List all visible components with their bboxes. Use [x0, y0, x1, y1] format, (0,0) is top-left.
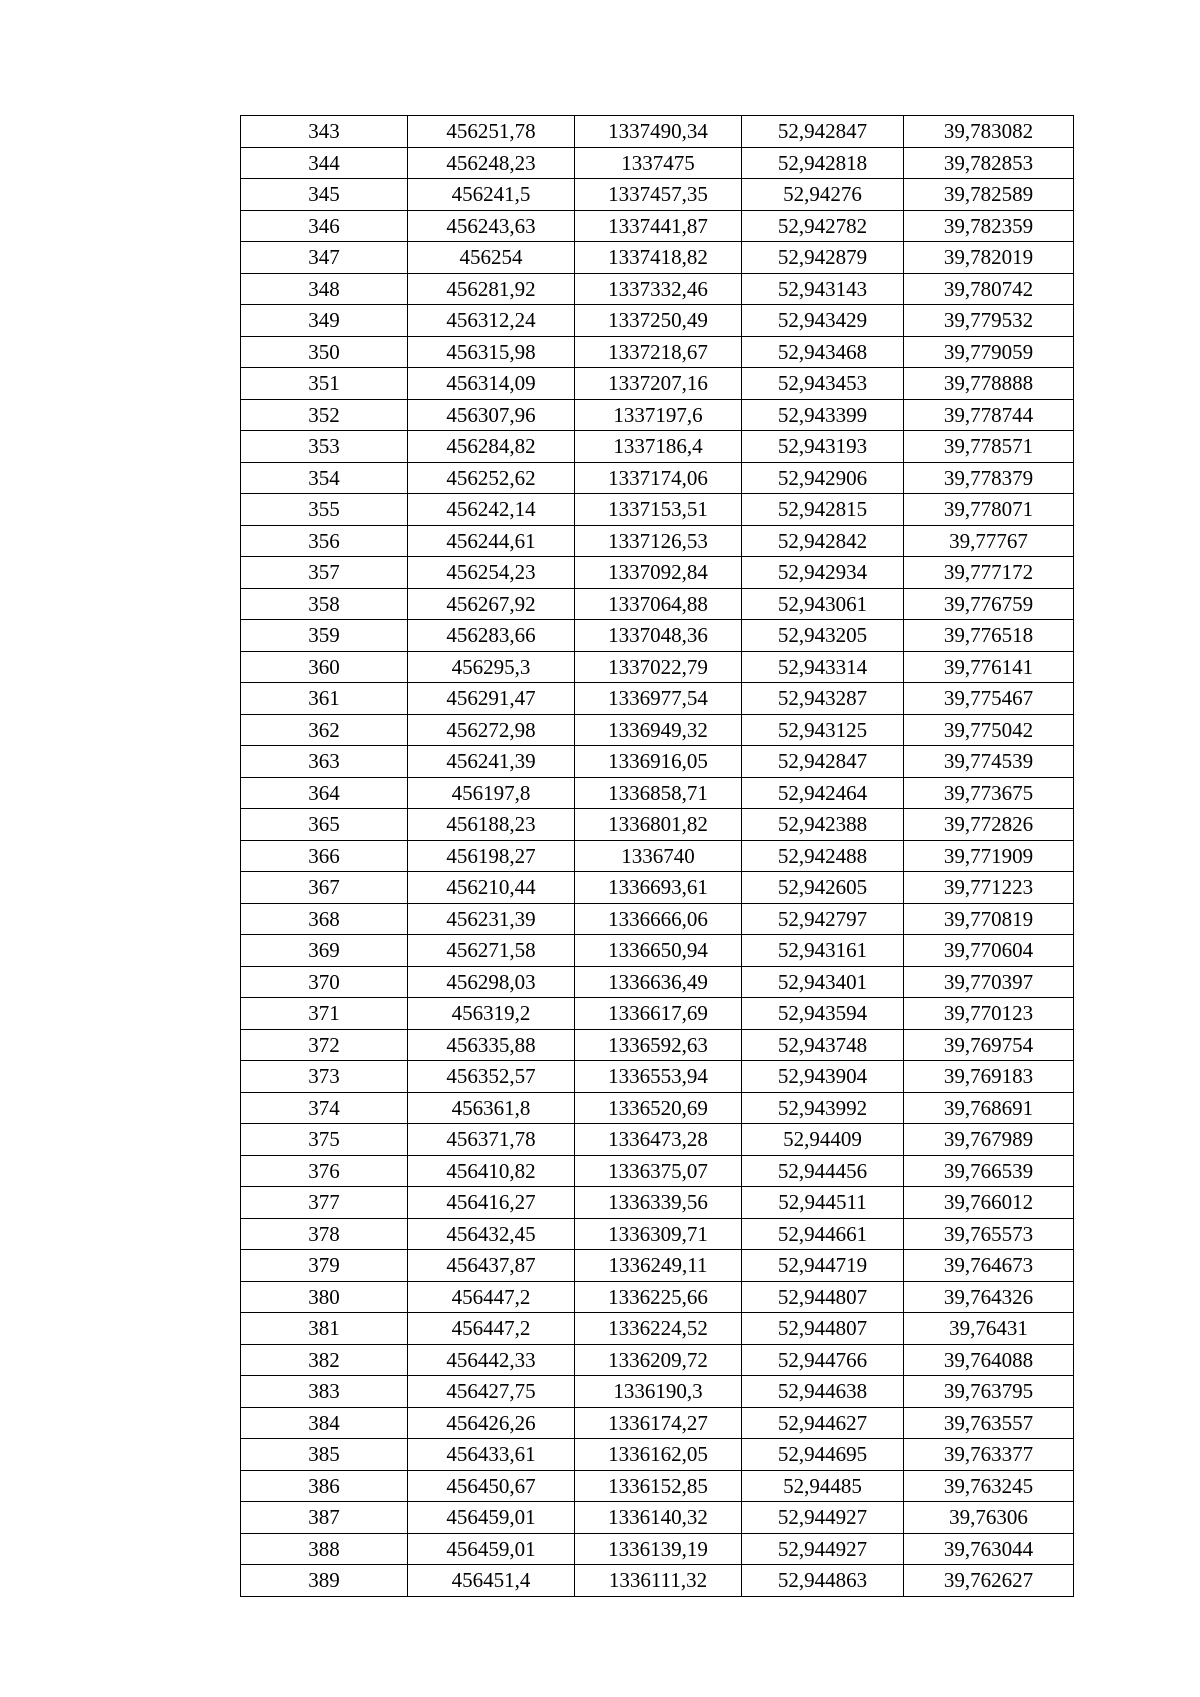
- y-coordinate-cell: 1336190,3: [575, 1376, 742, 1408]
- longitude-cell: 39,770819: [904, 903, 1074, 935]
- latitude-cell: 52,943287: [742, 683, 904, 715]
- longitude-cell: 39,764088: [904, 1344, 1074, 1376]
- x-coordinate-cell: 456314,09: [408, 368, 575, 400]
- latitude-cell: 52,942847: [742, 746, 904, 778]
- x-coordinate-cell: 456283,66: [408, 620, 575, 652]
- y-coordinate-cell: 1337457,35: [575, 179, 742, 211]
- longitude-cell: 39,776141: [904, 651, 1074, 683]
- y-coordinate-cell: 1336666,06: [575, 903, 742, 935]
- latitude-cell: 52,94409: [742, 1124, 904, 1156]
- y-coordinate-cell: 1336617,69: [575, 998, 742, 1030]
- longitude-cell: 39,774539: [904, 746, 1074, 778]
- y-coordinate-cell: 1336140,32: [575, 1502, 742, 1534]
- x-coordinate-cell: 456241,39: [408, 746, 575, 778]
- latitude-cell: 52,944627: [742, 1407, 904, 1439]
- table-row: [241, 620, 1074, 652]
- x-coordinate-cell: 456427,75: [408, 1376, 575, 1408]
- latitude-cell: 52,942842: [742, 525, 904, 557]
- longitude-cell: 39,764673: [904, 1250, 1074, 1282]
- point-number-cell: 356: [241, 525, 408, 557]
- longitude-cell: 39,771223: [904, 872, 1074, 904]
- latitude-cell: 52,944927: [742, 1533, 904, 1565]
- x-coordinate-cell: 456315,98: [408, 336, 575, 368]
- latitude-cell: 52,942847: [742, 116, 904, 148]
- x-coordinate-cell: 456459,01: [408, 1533, 575, 1565]
- table-row: [241, 903, 1074, 935]
- point-number-cell: 347: [241, 242, 408, 274]
- latitude-cell: 52,942934: [742, 557, 904, 589]
- table-row: [241, 998, 1074, 1030]
- x-coordinate-cell: 456410,82: [408, 1155, 575, 1187]
- y-coordinate-cell: 1337418,82: [575, 242, 742, 274]
- longitude-cell: 39,777172: [904, 557, 1074, 589]
- x-coordinate-cell: 456371,78: [408, 1124, 575, 1156]
- y-coordinate-cell: 1336650,94: [575, 935, 742, 967]
- point-number-cell: 364: [241, 777, 408, 809]
- table-row: [241, 1155, 1074, 1187]
- y-coordinate-cell: 1336949,32: [575, 714, 742, 746]
- x-coordinate-cell: 456231,39: [408, 903, 575, 935]
- longitude-cell: 39,763245: [904, 1470, 1074, 1502]
- y-coordinate-cell: 1337186,4: [575, 431, 742, 463]
- latitude-cell: 52,943161: [742, 935, 904, 967]
- point-number-cell: 346: [241, 210, 408, 242]
- point-number-cell: 360: [241, 651, 408, 683]
- table-row: [241, 777, 1074, 809]
- y-coordinate-cell: 1337207,16: [575, 368, 742, 400]
- table-row: [241, 399, 1074, 431]
- table-row: [241, 1439, 1074, 1471]
- y-coordinate-cell: 1337174,06: [575, 462, 742, 494]
- table-row: [241, 305, 1074, 337]
- table-row: [241, 1407, 1074, 1439]
- point-number-cell: 368: [241, 903, 408, 935]
- table-row: [241, 1218, 1074, 1250]
- longitude-cell: 39,763795: [904, 1376, 1074, 1408]
- table-row: [241, 935, 1074, 967]
- longitude-cell: 39,763377: [904, 1439, 1074, 1471]
- longitude-cell: 39,778744: [904, 399, 1074, 431]
- y-coordinate-cell: 1337441,87: [575, 210, 742, 242]
- x-coordinate-cell: 456248,23: [408, 147, 575, 179]
- latitude-cell: 52,944511: [742, 1187, 904, 1219]
- longitude-cell: 39,782359: [904, 210, 1074, 242]
- point-number-cell: 389: [241, 1565, 408, 1597]
- table-row: [241, 1565, 1074, 1597]
- table-row: [241, 651, 1074, 683]
- point-number-cell: 345: [241, 179, 408, 211]
- latitude-cell: 52,943453: [742, 368, 904, 400]
- longitude-cell: 39,782853: [904, 147, 1074, 179]
- longitude-cell: 39,782019: [904, 242, 1074, 274]
- point-number-cell: 375: [241, 1124, 408, 1156]
- point-number-cell: 376: [241, 1155, 408, 1187]
- table-row: [241, 116, 1074, 148]
- point-number-cell: 385: [241, 1439, 408, 1471]
- point-number-cell: 351: [241, 368, 408, 400]
- x-coordinate-cell: 456272,98: [408, 714, 575, 746]
- table-row: [241, 1502, 1074, 1534]
- x-coordinate-cell: 456335,88: [408, 1029, 575, 1061]
- longitude-cell: 39,764326: [904, 1281, 1074, 1313]
- longitude-cell: 39,77767: [904, 525, 1074, 557]
- x-coordinate-cell: 456426,26: [408, 1407, 575, 1439]
- x-coordinate-cell: 456244,61: [408, 525, 575, 557]
- point-number-cell: 352: [241, 399, 408, 431]
- y-coordinate-cell: 1337332,46: [575, 273, 742, 305]
- latitude-cell: 52,943748: [742, 1029, 904, 1061]
- x-coordinate-cell: 456197,8: [408, 777, 575, 809]
- point-number-cell: 371: [241, 998, 408, 1030]
- x-coordinate-cell: 456437,87: [408, 1250, 575, 1282]
- y-coordinate-cell: 1336977,54: [575, 683, 742, 715]
- longitude-cell: 39,775467: [904, 683, 1074, 715]
- x-coordinate-cell: 456361,8: [408, 1092, 575, 1124]
- point-number-cell: 386: [241, 1470, 408, 1502]
- y-coordinate-cell: 1337126,53: [575, 525, 742, 557]
- table-row: [241, 872, 1074, 904]
- point-number-cell: 365: [241, 809, 408, 841]
- y-coordinate-cell: 1337490,34: [575, 116, 742, 148]
- x-coordinate-cell: 456188,23: [408, 809, 575, 841]
- x-coordinate-cell: 456267,92: [408, 588, 575, 620]
- latitude-cell: 52,942388: [742, 809, 904, 841]
- latitude-cell: 52,944807: [742, 1281, 904, 1313]
- y-coordinate-cell: 1336858,71: [575, 777, 742, 809]
- longitude-cell: 39,780742: [904, 273, 1074, 305]
- x-coordinate-cell: 456447,2: [408, 1281, 575, 1313]
- x-coordinate-cell: 456281,92: [408, 273, 575, 305]
- point-number-cell: 381: [241, 1313, 408, 1345]
- latitude-cell: 52,943314: [742, 651, 904, 683]
- x-coordinate-cell: 456284,82: [408, 431, 575, 463]
- y-coordinate-cell: 1336693,61: [575, 872, 742, 904]
- longitude-cell: 39,776759: [904, 588, 1074, 620]
- longitude-cell: 39,765573: [904, 1218, 1074, 1250]
- point-number-cell: 378: [241, 1218, 408, 1250]
- table-row: [241, 1376, 1074, 1408]
- point-number-cell: 374: [241, 1092, 408, 1124]
- latitude-cell: 52,943061: [742, 588, 904, 620]
- x-coordinate-cell: 456271,58: [408, 935, 575, 967]
- x-coordinate-cell: 456442,33: [408, 1344, 575, 1376]
- point-number-cell: 377: [241, 1187, 408, 1219]
- y-coordinate-cell: 1336139,19: [575, 1533, 742, 1565]
- longitude-cell: 39,779532: [904, 305, 1074, 337]
- latitude-cell: 52,943125: [742, 714, 904, 746]
- longitude-cell: 39,778071: [904, 494, 1074, 526]
- point-number-cell: 350: [241, 336, 408, 368]
- table-row: [241, 557, 1074, 589]
- longitude-cell: 39,770123: [904, 998, 1074, 1030]
- longitude-cell: 39,766539: [904, 1155, 1074, 1187]
- coordinates-table: [240, 115, 1074, 1597]
- x-coordinate-cell: 456416,27: [408, 1187, 575, 1219]
- longitude-cell: 39,775042: [904, 714, 1074, 746]
- x-coordinate-cell: 456254,23: [408, 557, 575, 589]
- x-coordinate-cell: 456243,63: [408, 210, 575, 242]
- x-coordinate-cell: 456295,3: [408, 651, 575, 683]
- point-number-cell: 369: [241, 935, 408, 967]
- point-number-cell: 353: [241, 431, 408, 463]
- latitude-cell: 52,944695: [742, 1439, 904, 1471]
- longitude-cell: 39,782589: [904, 179, 1074, 211]
- longitude-cell: 39,778571: [904, 431, 1074, 463]
- table-row: [241, 1029, 1074, 1061]
- point-number-cell: 361: [241, 683, 408, 715]
- longitude-cell: 39,763557: [904, 1407, 1074, 1439]
- point-number-cell: 380: [241, 1281, 408, 1313]
- latitude-cell: 52,943594: [742, 998, 904, 1030]
- table-row: [241, 683, 1074, 715]
- latitude-cell: 52,944661: [742, 1218, 904, 1250]
- longitude-cell: 39,76306: [904, 1502, 1074, 1534]
- table-row: [241, 1281, 1074, 1313]
- longitude-cell: 39,763044: [904, 1533, 1074, 1565]
- point-number-cell: 348: [241, 273, 408, 305]
- table-row: [241, 242, 1074, 274]
- point-number-cell: 349: [241, 305, 408, 337]
- point-number-cell: 354: [241, 462, 408, 494]
- x-coordinate-cell: 456291,47: [408, 683, 575, 715]
- y-coordinate-cell: 1336592,63: [575, 1029, 742, 1061]
- latitude-cell: 52,944719: [742, 1250, 904, 1282]
- y-coordinate-cell: 1337022,79: [575, 651, 742, 683]
- x-coordinate-cell: 456352,57: [408, 1061, 575, 1093]
- longitude-cell: 39,779059: [904, 336, 1074, 368]
- table-row: [241, 809, 1074, 841]
- table-row: [241, 210, 1074, 242]
- x-coordinate-cell: 456433,61: [408, 1439, 575, 1471]
- x-coordinate-cell: 456432,45: [408, 1218, 575, 1250]
- y-coordinate-cell: 1336375,07: [575, 1155, 742, 1187]
- table-row: [241, 746, 1074, 778]
- latitude-cell: 52,943468: [742, 336, 904, 368]
- latitude-cell: 52,943429: [742, 305, 904, 337]
- point-number-cell: 367: [241, 872, 408, 904]
- x-coordinate-cell: 456298,03: [408, 966, 575, 998]
- latitude-cell: 52,943193: [742, 431, 904, 463]
- y-coordinate-cell: 1336801,82: [575, 809, 742, 841]
- table-row: [241, 1344, 1074, 1376]
- point-number-cell: 359: [241, 620, 408, 652]
- y-coordinate-cell: 1336209,72: [575, 1344, 742, 1376]
- x-coordinate-cell: 456242,14: [408, 494, 575, 526]
- coordinates-table-body: [241, 116, 1074, 1597]
- latitude-cell: 52,944766: [742, 1344, 904, 1376]
- latitude-cell: 52,943143: [742, 273, 904, 305]
- table-row: [241, 273, 1074, 305]
- y-coordinate-cell: 1337153,51: [575, 494, 742, 526]
- longitude-cell: 39,776518: [904, 620, 1074, 652]
- table-row: [241, 368, 1074, 400]
- x-coordinate-cell: 456254: [408, 242, 575, 274]
- x-coordinate-cell: 456312,24: [408, 305, 575, 337]
- y-coordinate-cell: 1336174,27: [575, 1407, 742, 1439]
- point-number-cell: 382: [241, 1344, 408, 1376]
- longitude-cell: 39,770604: [904, 935, 1074, 967]
- longitude-cell: 39,771909: [904, 840, 1074, 872]
- longitude-cell: 39,773675: [904, 777, 1074, 809]
- latitude-cell: 52,943904: [742, 1061, 904, 1093]
- latitude-cell: 52,944927: [742, 1502, 904, 1534]
- table-row: [241, 1250, 1074, 1282]
- longitude-cell: 39,772826: [904, 809, 1074, 841]
- latitude-cell: 52,942818: [742, 147, 904, 179]
- latitude-cell: 52,94276: [742, 179, 904, 211]
- latitude-cell: 52,943992: [742, 1092, 904, 1124]
- x-coordinate-cell: 456307,96: [408, 399, 575, 431]
- x-coordinate-cell: 456450,67: [408, 1470, 575, 1502]
- table-row: [241, 1313, 1074, 1345]
- y-coordinate-cell: 1337475: [575, 147, 742, 179]
- longitude-cell: 39,767989: [904, 1124, 1074, 1156]
- point-number-cell: 344: [241, 147, 408, 179]
- longitude-cell: 39,769183: [904, 1061, 1074, 1093]
- latitude-cell: 52,942605: [742, 872, 904, 904]
- y-coordinate-cell: 1337218,67: [575, 336, 742, 368]
- y-coordinate-cell: 1336162,05: [575, 1439, 742, 1471]
- longitude-cell: 39,768691: [904, 1092, 1074, 1124]
- point-number-cell: 388: [241, 1533, 408, 1565]
- longitude-cell: 39,762627: [904, 1565, 1074, 1597]
- y-coordinate-cell: 1336520,69: [575, 1092, 742, 1124]
- latitude-cell: 52,942464: [742, 777, 904, 809]
- table-row: [241, 1061, 1074, 1093]
- point-number-cell: 384: [241, 1407, 408, 1439]
- latitude-cell: 52,942815: [742, 494, 904, 526]
- point-number-cell: 379: [241, 1250, 408, 1282]
- x-coordinate-cell: 456319,2: [408, 998, 575, 1030]
- point-number-cell: 370: [241, 966, 408, 998]
- x-coordinate-cell: 456451,4: [408, 1565, 575, 1597]
- longitude-cell: 39,76431: [904, 1313, 1074, 1345]
- latitude-cell: 52,942879: [742, 242, 904, 274]
- latitude-cell: 52,943205: [742, 620, 904, 652]
- y-coordinate-cell: 1336339,56: [575, 1187, 742, 1219]
- table-row: [241, 1124, 1074, 1156]
- longitude-cell: 39,783082: [904, 116, 1074, 148]
- y-coordinate-cell: 1337064,88: [575, 588, 742, 620]
- y-coordinate-cell: 1337048,36: [575, 620, 742, 652]
- point-number-cell: 387: [241, 1502, 408, 1534]
- y-coordinate-cell: 1336636,49: [575, 966, 742, 998]
- point-number-cell: 362: [241, 714, 408, 746]
- point-number-cell: 383: [241, 1376, 408, 1408]
- latitude-cell: 52,942797: [742, 903, 904, 935]
- table-row: [241, 714, 1074, 746]
- x-coordinate-cell: 456198,27: [408, 840, 575, 872]
- latitude-cell: 52,94485: [742, 1470, 904, 1502]
- x-coordinate-cell: 456252,62: [408, 462, 575, 494]
- point-number-cell: 363: [241, 746, 408, 778]
- latitude-cell: 52,944456: [742, 1155, 904, 1187]
- table-row: [241, 1533, 1074, 1565]
- latitude-cell: 52,944863: [742, 1565, 904, 1597]
- longitude-cell: 39,769754: [904, 1029, 1074, 1061]
- y-coordinate-cell: 1337250,49: [575, 305, 742, 337]
- x-coordinate-cell: 456447,2: [408, 1313, 575, 1345]
- latitude-cell: 52,942906: [742, 462, 904, 494]
- table-row: [241, 147, 1074, 179]
- table-row: [241, 840, 1074, 872]
- table-row: [241, 1187, 1074, 1219]
- longitude-cell: 39,778379: [904, 462, 1074, 494]
- y-coordinate-cell: 1336224,52: [575, 1313, 742, 1345]
- table-row: [241, 431, 1074, 463]
- table-row: [241, 179, 1074, 211]
- point-number-cell: 366: [241, 840, 408, 872]
- point-number-cell: 355: [241, 494, 408, 526]
- x-coordinate-cell: 456459,01: [408, 1502, 575, 1534]
- latitude-cell: 52,944807: [742, 1313, 904, 1345]
- point-number-cell: 357: [241, 557, 408, 589]
- y-coordinate-cell: 1336916,05: [575, 746, 742, 778]
- latitude-cell: 52,942488: [742, 840, 904, 872]
- point-number-cell: 373: [241, 1061, 408, 1093]
- table-row: [241, 336, 1074, 368]
- table-row: [241, 1092, 1074, 1124]
- y-coordinate-cell: 1337092,84: [575, 557, 742, 589]
- point-number-cell: 343: [241, 116, 408, 148]
- latitude-cell: 52,942782: [742, 210, 904, 242]
- table-row: [241, 588, 1074, 620]
- longitude-cell: 39,770397: [904, 966, 1074, 998]
- latitude-cell: 52,943401: [742, 966, 904, 998]
- latitude-cell: 52,943399: [742, 399, 904, 431]
- y-coordinate-cell: 1336152,85: [575, 1470, 742, 1502]
- y-coordinate-cell: 1336111,32: [575, 1565, 742, 1597]
- y-coordinate-cell: 1336249,11: [575, 1250, 742, 1282]
- longitude-cell: 39,778888: [904, 368, 1074, 400]
- point-number-cell: 372: [241, 1029, 408, 1061]
- longitude-cell: 39,766012: [904, 1187, 1074, 1219]
- table-row: [241, 462, 1074, 494]
- x-coordinate-cell: 456210,44: [408, 872, 575, 904]
- table-row: [241, 1470, 1074, 1502]
- x-coordinate-cell: 456241,5: [408, 179, 575, 211]
- y-coordinate-cell: 1337197,6: [575, 399, 742, 431]
- y-coordinate-cell: 1336309,71: [575, 1218, 742, 1250]
- point-number-cell: 358: [241, 588, 408, 620]
- y-coordinate-cell: 1336740: [575, 840, 742, 872]
- table-row: [241, 966, 1074, 998]
- y-coordinate-cell: 1336225,66: [575, 1281, 742, 1313]
- latitude-cell: 52,944638: [742, 1376, 904, 1408]
- x-coordinate-cell: 456251,78: [408, 116, 575, 148]
- table-row: [241, 525, 1074, 557]
- y-coordinate-cell: 1336473,28: [575, 1124, 742, 1156]
- table-row: [241, 494, 1074, 526]
- y-coordinate-cell: 1336553,94: [575, 1061, 742, 1093]
